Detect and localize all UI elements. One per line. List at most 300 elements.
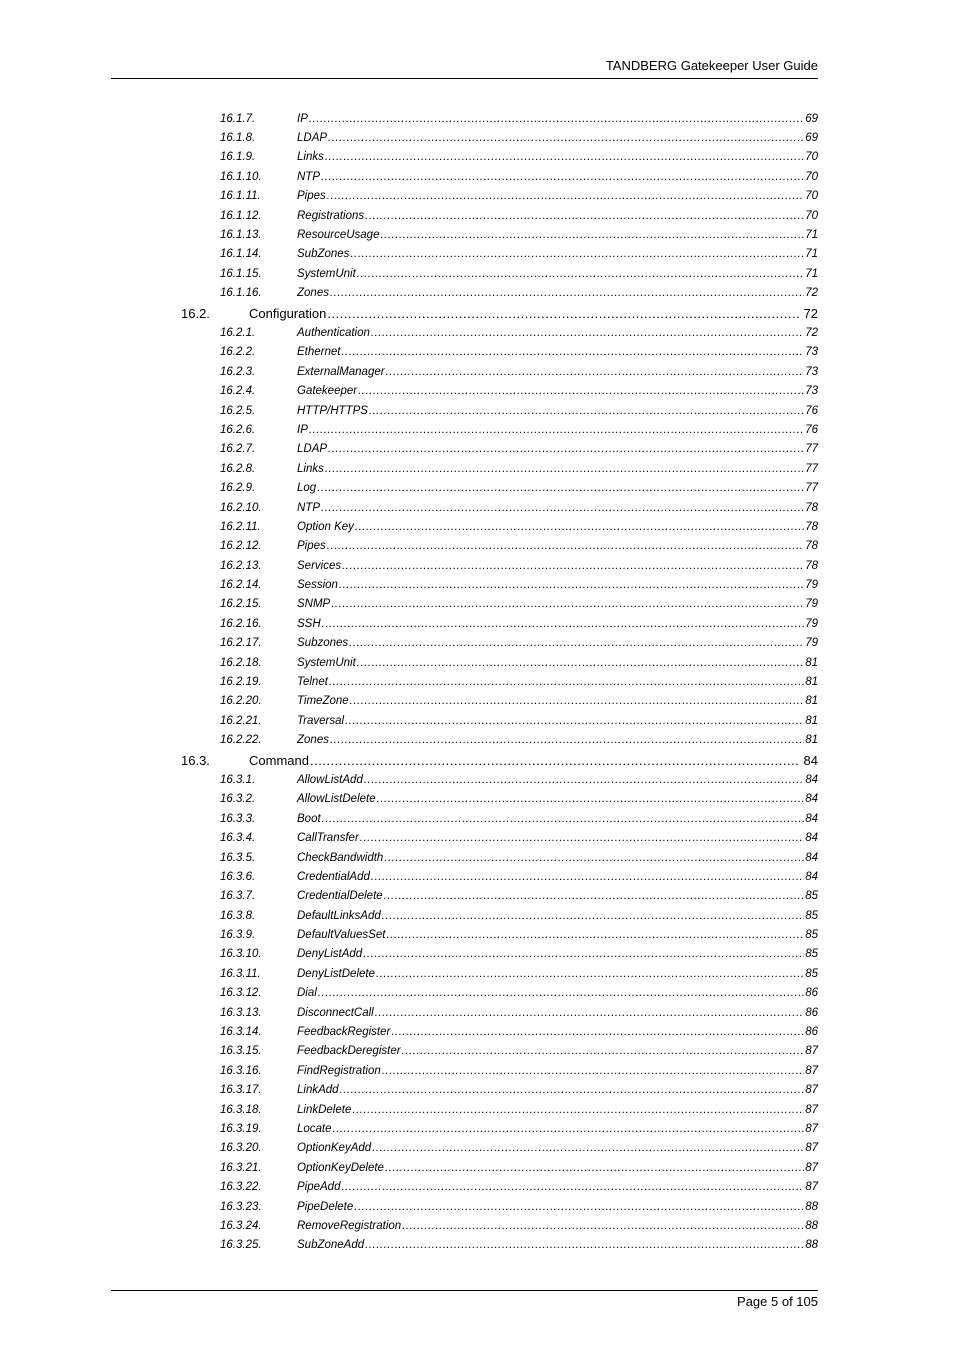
toc-entry-page: 87 (805, 1064, 818, 1077)
toc-entry-line (297, 1201, 818, 1213)
toc-entry-label: CredentialDelete (297, 890, 383, 903)
toc-entry-page: 84 (803, 752, 818, 768)
toc-entry-label: HTTP/HTTPS (297, 404, 368, 417)
dot-leader (385, 1162, 804, 1174)
toc-entry-label: OptionKeyAdd (297, 1142, 372, 1155)
dot-leader (322, 813, 805, 825)
toc-entry-line (297, 151, 818, 163)
toc-entry-label: Dial (297, 987, 317, 1000)
toc-entry-label: Session (297, 579, 338, 592)
toc-entry-page: 77 (805, 482, 818, 495)
toc-entry-line (297, 948, 818, 960)
toc-subsection-entry[interactable] (0, 925, 954, 944)
toc-entry-number: 16.3.15. (220, 1045, 262, 1058)
toc-entry-number: 16.3.22. (220, 1181, 262, 1194)
toc-entry-page: 85 (805, 909, 818, 922)
toc-entry-page: 85 (805, 948, 818, 961)
toc-subsection-entry[interactable] (0, 440, 954, 459)
toc-entry-label: DenyListAdd (297, 948, 363, 961)
toc-entry-label: Pipes (297, 190, 326, 203)
toc-entry-line (297, 1026, 818, 1038)
dot-leader (330, 734, 804, 746)
page-number: Page 5 of 105 (737, 1294, 818, 1309)
toc-entry-line (249, 306, 818, 321)
toc-entry-label: DefaultValuesSet (297, 929, 386, 942)
toc-entry-number: 16.3.11. (220, 967, 261, 980)
dot-leader (371, 871, 804, 883)
toc-entry-line (297, 637, 818, 649)
toc-entry-line (297, 852, 818, 864)
toc-subsection-entry[interactable] (0, 770, 954, 789)
toc-entry-label: Locate (297, 1123, 332, 1135)
toc-entry-line (297, 1045, 818, 1057)
dot-leader (375, 1007, 805, 1019)
dot-leader (357, 657, 804, 669)
toc-entry-number: 16.3.25. (220, 1239, 262, 1252)
toc-entry-number: 16.1.12. (220, 209, 262, 222)
toc-entry-page: 84 (805, 793, 818, 806)
toc-entry-number: 16.1.14. (220, 248, 262, 261)
toc-entry-page: 81 (805, 676, 818, 689)
toc-entry-number: 16.1.9. (220, 151, 256, 164)
toc-entry-page: 73 (805, 385, 818, 398)
toc-entry-page: 85 (805, 929, 818, 942)
toc-entry-page: 87 (805, 1123, 818, 1135)
toc-entry-number: 16.2.19. (220, 676, 262, 689)
dot-leader (341, 1181, 804, 1193)
toc-entry-label: PipeAdd (297, 1181, 341, 1194)
toc-subsection-entry[interactable] (0, 381, 954, 400)
toc-subsection-entry[interactable] (0, 1197, 954, 1216)
toc-subsection-entry[interactable] (0, 1061, 954, 1080)
toc-entry-page: 81 (805, 695, 818, 708)
toc-entry-line (297, 929, 818, 941)
toc-entry-line (297, 560, 818, 572)
toc-entry-line (297, 405, 818, 417)
toc-entry-label: OptionKeyDelete (297, 1161, 384, 1174)
toc-entry-label: DefaultLinksAdd (297, 909, 381, 922)
dot-leader (321, 502, 804, 514)
toc-entry-page: 77 (805, 443, 818, 456)
toc-subsection-entry[interactable] (0, 828, 954, 847)
dot-leader (325, 151, 804, 163)
toc-entry-page: 84 (805, 773, 818, 786)
dot-leader (391, 1026, 804, 1038)
dot-leader (325, 463, 804, 475)
toc-entry-number: 16.3.21. (220, 1161, 262, 1174)
toc-subsection-entry[interactable] (0, 343, 954, 362)
toc-entry-line (297, 1104, 818, 1116)
toc-subsection-entry[interactable] (0, 964, 954, 983)
toc-entry-label: Traversal (297, 714, 345, 727)
toc-subsection-entry[interactable] (0, 1100, 954, 1119)
toc-subsection-entry[interactable] (0, 653, 954, 672)
toc-subsection-entry[interactable] (0, 498, 954, 517)
toc-subsection-entry[interactable] (0, 1022, 954, 1041)
dot-leader (363, 948, 804, 960)
toc-subsection-entry[interactable] (0, 148, 954, 167)
toc-subsection-entry[interactable] (0, 187, 954, 206)
toc-entry-line (297, 113, 818, 125)
toc-entry-line (297, 540, 818, 552)
toc-entry-label: SubZoneAdd (297, 1239, 365, 1252)
toc-entry-number: 16.1.8. (220, 132, 256, 145)
toc-entry-label: LDAP (297, 443, 328, 456)
toc-entry-line (297, 190, 818, 202)
toc-subsection-entry[interactable] (0, 556, 954, 575)
toc-entry-label: FeedbackRegister (297, 1026, 391, 1039)
dot-leader (380, 229, 804, 241)
toc-entry-number: 16.2.3. (220, 365, 256, 378)
toc-subsection-entry[interactable] (0, 420, 954, 439)
toc-entry-line (297, 793, 818, 805)
toc-entry-line (297, 715, 818, 727)
toc-entry-number: 16.1.11. (220, 190, 261, 203)
toc-entry-number: 16.3.3. (220, 812, 256, 825)
toc-entry-page: 84 (805, 812, 818, 825)
toc-entry-page: 87 (805, 1161, 818, 1174)
toc-entry-label: RemoveRegistration (297, 1219, 402, 1232)
toc-entry-line (297, 385, 818, 397)
toc-subsection-entry[interactable] (0, 206, 954, 225)
toc-entry-line (297, 366, 818, 378)
toc-entry-line (297, 676, 818, 688)
toc-entry-number: 16.3.9. (220, 929, 256, 942)
toc-entry-label: CallTransfer (297, 832, 359, 845)
dot-leader (357, 268, 804, 280)
toc-entry-label: LinkDelete (297, 1103, 352, 1116)
toc-entry-line (297, 774, 818, 786)
toc-entry-label: FindRegistration (297, 1064, 381, 1077)
toc-subsection-entry[interactable] (0, 614, 954, 633)
toc-entry-page: 78 (805, 520, 818, 533)
toc-entry-label: Log (297, 482, 317, 495)
toc-entry-number: 16.3.6. (220, 870, 256, 883)
toc-entry-line (297, 968, 818, 980)
toc-entry-page: 88 (805, 1200, 818, 1213)
toc-subsection-entry[interactable] (0, 128, 954, 147)
dot-leader (342, 560, 804, 572)
toc-entry-number: 16.3.2. (220, 793, 256, 806)
toc-entry-page: 85 (805, 967, 818, 980)
toc-entry-line (297, 695, 818, 707)
dot-leader (358, 385, 804, 397)
toc-entry-label: Boot (297, 812, 321, 825)
page-header (111, 56, 818, 79)
dot-leader (376, 968, 804, 980)
toc-subsection-entry[interactable] (0, 517, 954, 536)
toc-entry-label: DisconnectCall (297, 1006, 374, 1019)
toc-entry-line (297, 463, 818, 475)
toc-subsection-entry[interactable] (0, 809, 954, 828)
toc-entry-page: 69 (805, 112, 818, 125)
toc-entry-page: 70 (805, 151, 818, 164)
toc-subsection-entry[interactable] (0, 537, 954, 556)
toc-entry-number: 16.2.21. (220, 714, 262, 727)
toc-subsection-entry[interactable] (0, 634, 954, 653)
dot-leader (328, 132, 804, 144)
toc-entry-number: 16.2.4. (220, 385, 256, 398)
toc-entry-label: PipeDelete (297, 1200, 354, 1213)
toc-subsection-entry[interactable] (0, 731, 954, 750)
toc-subsection-entry[interactable] (0, 1139, 954, 1158)
toc-entry-label: SubZones (297, 248, 350, 261)
toc-entry-line (297, 618, 818, 630)
toc-entry-page: 87 (805, 1103, 818, 1116)
toc-subsection-entry[interactable] (0, 1042, 954, 1061)
dot-leader (331, 598, 804, 610)
toc-subsection-entry[interactable] (0, 1119, 954, 1138)
toc-entry-line (297, 248, 818, 260)
toc-entry-line (297, 871, 818, 883)
toc-entry-label: Command (249, 752, 309, 768)
toc-entry-number: 16.1.7. (220, 112, 256, 125)
toc-entry-line (297, 832, 818, 844)
toc-entry-page: 81 (805, 714, 818, 727)
toc-entry-page: 84 (805, 870, 818, 883)
dot-leader (333, 1123, 805, 1135)
toc-entry-label: NTP (297, 501, 320, 514)
toc-subsection-entry[interactable] (0, 362, 954, 381)
toc-entry-number: 16.3.19. (220, 1123, 262, 1135)
toc-entry-page: 71 (805, 248, 818, 261)
toc-subsection-entry[interactable] (0, 867, 954, 886)
toc-subsection-entry[interactable] (0, 109, 954, 128)
dot-leader (328, 443, 804, 455)
toc-entry-line (249, 753, 818, 768)
dot-leader (365, 1239, 804, 1251)
dot-leader (402, 1045, 805, 1057)
dot-leader (341, 346, 804, 358)
dot-leader (355, 521, 804, 533)
toc-entry-number: 16.3.14. (220, 1026, 262, 1039)
toc-entry-number: 16.2.10. (220, 501, 262, 514)
toc-entry-label: Ethernet (297, 346, 341, 359)
toc-entry-label: LinkAdd (297, 1084, 339, 1097)
toc-entry-number: 16.2.13. (220, 559, 262, 572)
toc-subsection-entry[interactable] (0, 1216, 954, 1235)
toc-entry-page: 69 (805, 132, 818, 145)
toc-subsection-entry[interactable] (0, 984, 954, 1003)
toc-entry-page: 88 (805, 1219, 818, 1232)
toc-entry-label: Links (297, 462, 324, 475)
toc-entry-line (297, 287, 818, 299)
toc-entry-label: SSH (297, 617, 321, 630)
toc-entry-label: TimeZone (297, 695, 349, 708)
toc-entry-number: 16.2.22. (220, 734, 262, 747)
toc-entry-label: SNMP (297, 598, 331, 611)
toc-entry-line (297, 502, 818, 514)
toc-subsection-entry[interactable] (0, 264, 954, 283)
dot-leader (321, 171, 804, 183)
toc-entry-number: 16.1.13. (220, 229, 262, 242)
toc-entry-label: Authentication (297, 326, 370, 339)
toc-subsection-entry[interactable] (0, 245, 954, 264)
toc-subsection-entry[interactable] (0, 692, 954, 711)
toc-entry-line (297, 482, 818, 494)
dot-leader (377, 793, 805, 805)
toc-entry-number: 16.3.4. (220, 832, 256, 845)
toc-subsection-entry[interactable] (0, 478, 954, 497)
toc-entry-number: 16.2.15. (220, 598, 262, 611)
toc-entry-number: 16.3.1. (220, 773, 256, 786)
toc-subsection-entry[interactable] (0, 1081, 954, 1100)
dot-leader (386, 929, 804, 941)
toc-subsection-entry[interactable] (0, 167, 954, 186)
toc-subsection-entry[interactable] (0, 790, 954, 809)
dot-leader (327, 190, 804, 202)
toc-entry-number: 16.3.10. (220, 948, 262, 961)
toc-entry-line (297, 229, 818, 241)
toc-entry-page: 87 (805, 1045, 818, 1058)
toc-entry-page: 81 (805, 656, 818, 669)
toc-entry-number: 16.3.24. (220, 1219, 262, 1232)
toc-entry-label: SystemUnit (297, 267, 356, 280)
toc-entry-page: 84 (805, 832, 818, 845)
dot-leader (369, 405, 804, 417)
toc-entry-page: 72 (805, 287, 818, 300)
toc-entry-line (297, 1065, 818, 1077)
toc-section-entry[interactable] (0, 750, 954, 770)
toc-entry-label: LDAP (297, 132, 328, 145)
toc-subsection-entry[interactable] (0, 887, 954, 906)
toc-entry-page: 87 (805, 1142, 818, 1155)
toc-entry-number: 16.2.5. (220, 404, 256, 417)
toc-entry-number: 16.2.2. (220, 346, 256, 359)
toc-entry-line (297, 521, 818, 533)
toc-entry-page: 86 (805, 1006, 818, 1019)
toc-subsection-entry[interactable] (0, 848, 954, 867)
toc-entry-number: 16.3.8. (220, 909, 256, 922)
dot-leader (402, 1220, 804, 1232)
toc-entry-page: 71 (805, 229, 818, 242)
dot-leader (350, 248, 804, 260)
toc-subsection-entry[interactable] (0, 284, 954, 303)
toc-entry-label: IP (297, 112, 308, 125)
toc-entry-label: Zones (297, 287, 329, 300)
toc-entry-page: 70 (805, 190, 818, 203)
toc-subsection-entry[interactable] (0, 945, 954, 964)
dot-leader (382, 910, 804, 922)
dot-leader (350, 695, 805, 707)
dot-leader (329, 676, 804, 688)
toc-entry-label: Registrations (297, 209, 365, 222)
toc-entry-number: 16.2.18. (220, 656, 262, 669)
toc-entry-number: 16.2.14. (220, 579, 262, 592)
toc-subsection-entry[interactable] (0, 595, 954, 614)
toc-entry-page: 78 (805, 540, 818, 553)
toc-entry-line (297, 424, 818, 436)
toc-subsection-entry[interactable] (0, 711, 954, 730)
toc-entry-number: 16.2.12. (220, 540, 262, 553)
toc-subsection-entry[interactable] (0, 1158, 954, 1177)
toc-entry-line (297, 1181, 818, 1193)
toc-entry-page: 85 (805, 890, 818, 903)
toc-entry-line (297, 813, 818, 825)
toc-entry-label: SystemUnit (297, 656, 356, 669)
toc-entry-page: 87 (805, 1084, 818, 1097)
toc-entry-page: 70 (805, 170, 818, 183)
toc-entry-line (297, 734, 818, 746)
toc-entry-line (297, 1123, 818, 1135)
toc-entry-page: 84 (805, 851, 818, 864)
toc-entry-number: 16.2.20. (220, 695, 262, 708)
toc-entry-number: 16.2.9. (220, 482, 256, 495)
toc-entry-label: CredentialAdd (297, 870, 370, 883)
toc-entry-number: 16.3.23. (220, 1200, 262, 1213)
toc-subsection-entry[interactable] (0, 1236, 954, 1255)
toc-subsection-entry[interactable] (0, 1003, 954, 1022)
dot-leader (327, 306, 799, 321)
toc-entry-number: 16.2.17. (220, 637, 262, 650)
toc-entry-page: 73 (805, 346, 818, 359)
toc-entry-page: 87 (805, 1181, 818, 1194)
toc-entry-number: 16.2.1. (220, 326, 256, 339)
toc-entry-number: 16.1.15. (220, 267, 262, 280)
dot-leader (340, 1084, 805, 1096)
dot-leader (384, 890, 805, 902)
toc-entry-line (297, 579, 818, 591)
toc-entry-label: IP (297, 423, 308, 436)
toc-subsection-entry[interactable] (0, 401, 954, 420)
toc-entry-label: ExternalManager (297, 365, 385, 378)
toc-entry-number: 16.3.17. (220, 1084, 262, 1097)
toc-entry-page: 76 (805, 423, 818, 436)
toc-entry-page: 70 (805, 209, 818, 222)
toc-entry-label: AllowListDelete (297, 793, 376, 806)
toc-entry-label: NTP (297, 170, 320, 183)
toc-entry-page: 79 (805, 637, 818, 650)
toc-entry-page: 73 (805, 365, 818, 378)
toc-subsection-entry[interactable] (0, 672, 954, 691)
dot-leader (309, 113, 804, 125)
toc-entry-line (297, 327, 818, 339)
toc-entry-line (297, 1239, 818, 1251)
toc-entry-label: Links (297, 151, 324, 164)
dot-leader (352, 1104, 804, 1116)
toc-subsection-entry[interactable] (0, 323, 954, 342)
toc-entry-line (297, 346, 818, 358)
toc-subsection-entry[interactable] (0, 459, 954, 478)
toc-entry-page: 86 (805, 1026, 818, 1039)
toc-subsection-entry[interactable] (0, 906, 954, 925)
toc-entry-number: 16.2.7. (220, 443, 256, 456)
toc-entry-page: 79 (805, 617, 818, 630)
dot-leader (327, 540, 804, 552)
toc-entry-line (297, 1084, 818, 1096)
dot-leader (384, 852, 804, 864)
toc-entry-line (297, 132, 818, 144)
toc-subsection-entry[interactable] (0, 575, 954, 594)
toc-section-entry[interactable] (0, 303, 954, 323)
toc-entry-number: 16.2.11. (220, 520, 261, 533)
dot-leader (345, 715, 804, 727)
dot-leader (371, 327, 804, 339)
toc-entry-page: 71 (805, 267, 818, 280)
toc-entry-number: 16.3. (181, 752, 210, 768)
toc-entry-page: 79 (805, 579, 818, 592)
toc-entry-label: FeedbackDeregister (297, 1045, 401, 1058)
toc-entry-number: 16.3.12. (220, 987, 262, 1000)
toc-entry-line (297, 987, 818, 999)
toc-entry-number: 16.1.16. (220, 287, 262, 300)
toc-subsection-entry[interactable] (0, 1177, 954, 1196)
toc-subsection-entry[interactable] (0, 225, 954, 244)
dot-leader (354, 1201, 804, 1213)
toc-entry-label: Pipes (297, 540, 326, 553)
dot-leader (309, 424, 804, 436)
table-of-contents (0, 109, 954, 1255)
